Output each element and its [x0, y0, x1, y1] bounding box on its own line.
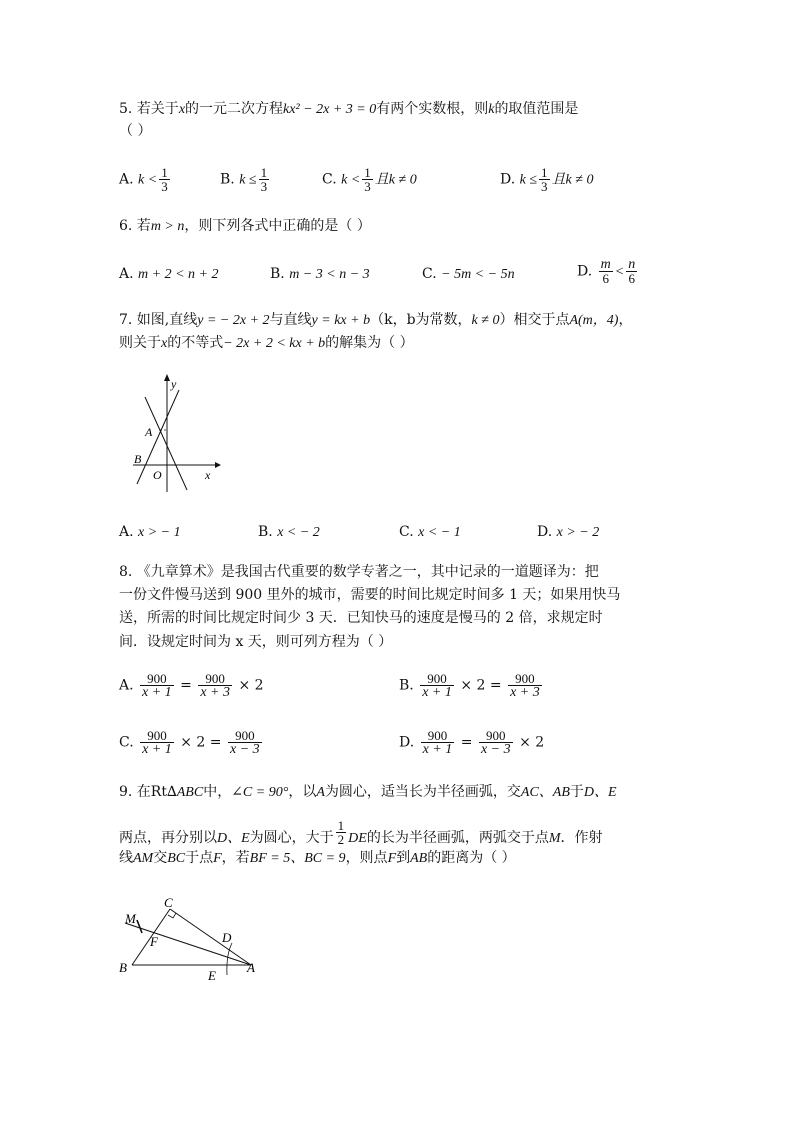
q5-stem: 5. 若关于x的一元二次方程kx² − 2x + 3 = 0有两个实数根，则k的取值范围是 [119, 101, 579, 117]
q8-stem-line4: 间．设规定时间为 x 天，则可列方程为（ ） [119, 634, 393, 650]
x-axis-arrow [215, 462, 221, 468]
q9-stem-line3: 线AM交BC于点F，若BF = 5、BC = 9，则点F到AB的距离为（ ） [119, 850, 516, 866]
line-y-neg2x-plus2 [145, 397, 187, 490]
ray-am [125, 923, 251, 965]
q7-option-c: C. x < − 1 [399, 524, 461, 540]
q7-stem-line2: 则关于x的不等式− 2x + 2 < kx + b的解集为（ ） [119, 335, 414, 351]
label-a: A [247, 960, 255, 975]
y-axis-arrow [164, 374, 170, 381]
q7-option-a: A. x > − 1 [119, 524, 181, 540]
label-x: x [205, 468, 211, 482]
label-y: y [171, 377, 177, 391]
q6-option-d: D. $\frac{m}{6}$ < $\frac{n}{6}$ [577, 257, 636, 286]
label-c: C [164, 895, 173, 910]
q5-option-b: B. k ≤ $\frac{1}{3}$ [220, 165, 268, 194]
q6-stem: 6. 若m > n，则下列各式中正确的是（ ） [119, 218, 371, 234]
label-b: B [119, 960, 127, 975]
label-e: E [208, 968, 216, 983]
label-d: D [222, 930, 232, 945]
q7-option-d: D. x > − 2 [537, 524, 600, 540]
label-o: O [153, 468, 162, 482]
side-ca [170, 909, 251, 965]
arc-de [227, 943, 232, 975]
label-b: B [134, 452, 142, 466]
q9-stem-line1: 9. 在Rt∆ABC中，∠C = 90°，以A为圆心，适当长为半径画弧，交AC、AB于D、E [119, 784, 617, 800]
q8-option-a: A. $\frac{900}{x + 1}$ = $\frac{900}{x + 3}$ × 2 [119, 671, 264, 700]
label-f: F [150, 934, 158, 949]
q9-triangle-figure [115, 893, 265, 988]
q8-option-d: D. $\frac{900}{x + 1}$ = $\frac{900}{x - 3}$ × 2 [399, 728, 545, 757]
q5-answer-paren: （ ） [119, 123, 152, 139]
label-a: A [145, 425, 153, 439]
arc-mark-m [137, 920, 142, 933]
right-angle-mark [168, 913, 176, 918]
q8-option-c: C. $\frac{900}{x + 1}$ × 2 = $\frac{900}{x - 3}$ [119, 728, 260, 757]
q5-option-c: C. k < $\frac{1}{3}$ 且k ≠ 0 [322, 165, 417, 194]
q5-option-d: D. k ≤ $\frac{1}{3}$ 且k ≠ 0 [500, 165, 594, 194]
q6-option-c: C. − 5m < − 5n [422, 266, 515, 282]
q5-equation: kx² − 2x + 3 = 0 [283, 102, 377, 117]
q6-option-b: B. m − 3 < n − 3 [270, 266, 370, 282]
q8-stem-line1: 8. 《九章算术》是我国古代重要的数学专著之一，其中记录的一道题译为：把 [119, 564, 599, 580]
q6-option-a: A. m + 2 < n + 2 [119, 266, 219, 282]
q7-graph-figure [125, 372, 225, 497]
q7-option-b: B. x < − 2 [258, 524, 320, 540]
q5-option-a: A. k < $\frac{1}{3}$ [119, 165, 168, 194]
q8-option-b: B. $\frac{900}{x + 1}$ × 2 = $\frac{900}{x + 3}$ [399, 671, 540, 700]
q9-stem-line2: 两点，再分别以D、E为圆心，大于 $\frac{1}{2}$ DE的长为半径画弧，两弧交于点M．作射 [119, 818, 603, 847]
q8-stem-line2: 一份文件慢马送到 900 里外的城市，需要的时间比规定时间多 1 天；如果用快马 [119, 587, 621, 603]
label-m: M [125, 911, 136, 926]
q7-stem-line1: 7. 如图,直线y = − 2x + 2与直线y = kx + b（k，b为常数，k ≠ 0）相交于点A(m，4)， [119, 312, 633, 328]
q8-stem-line3: 送，所需的时间比规定时间少 3 天．已知快马的速度是慢马的 2 倍，求规定时 [119, 610, 603, 626]
